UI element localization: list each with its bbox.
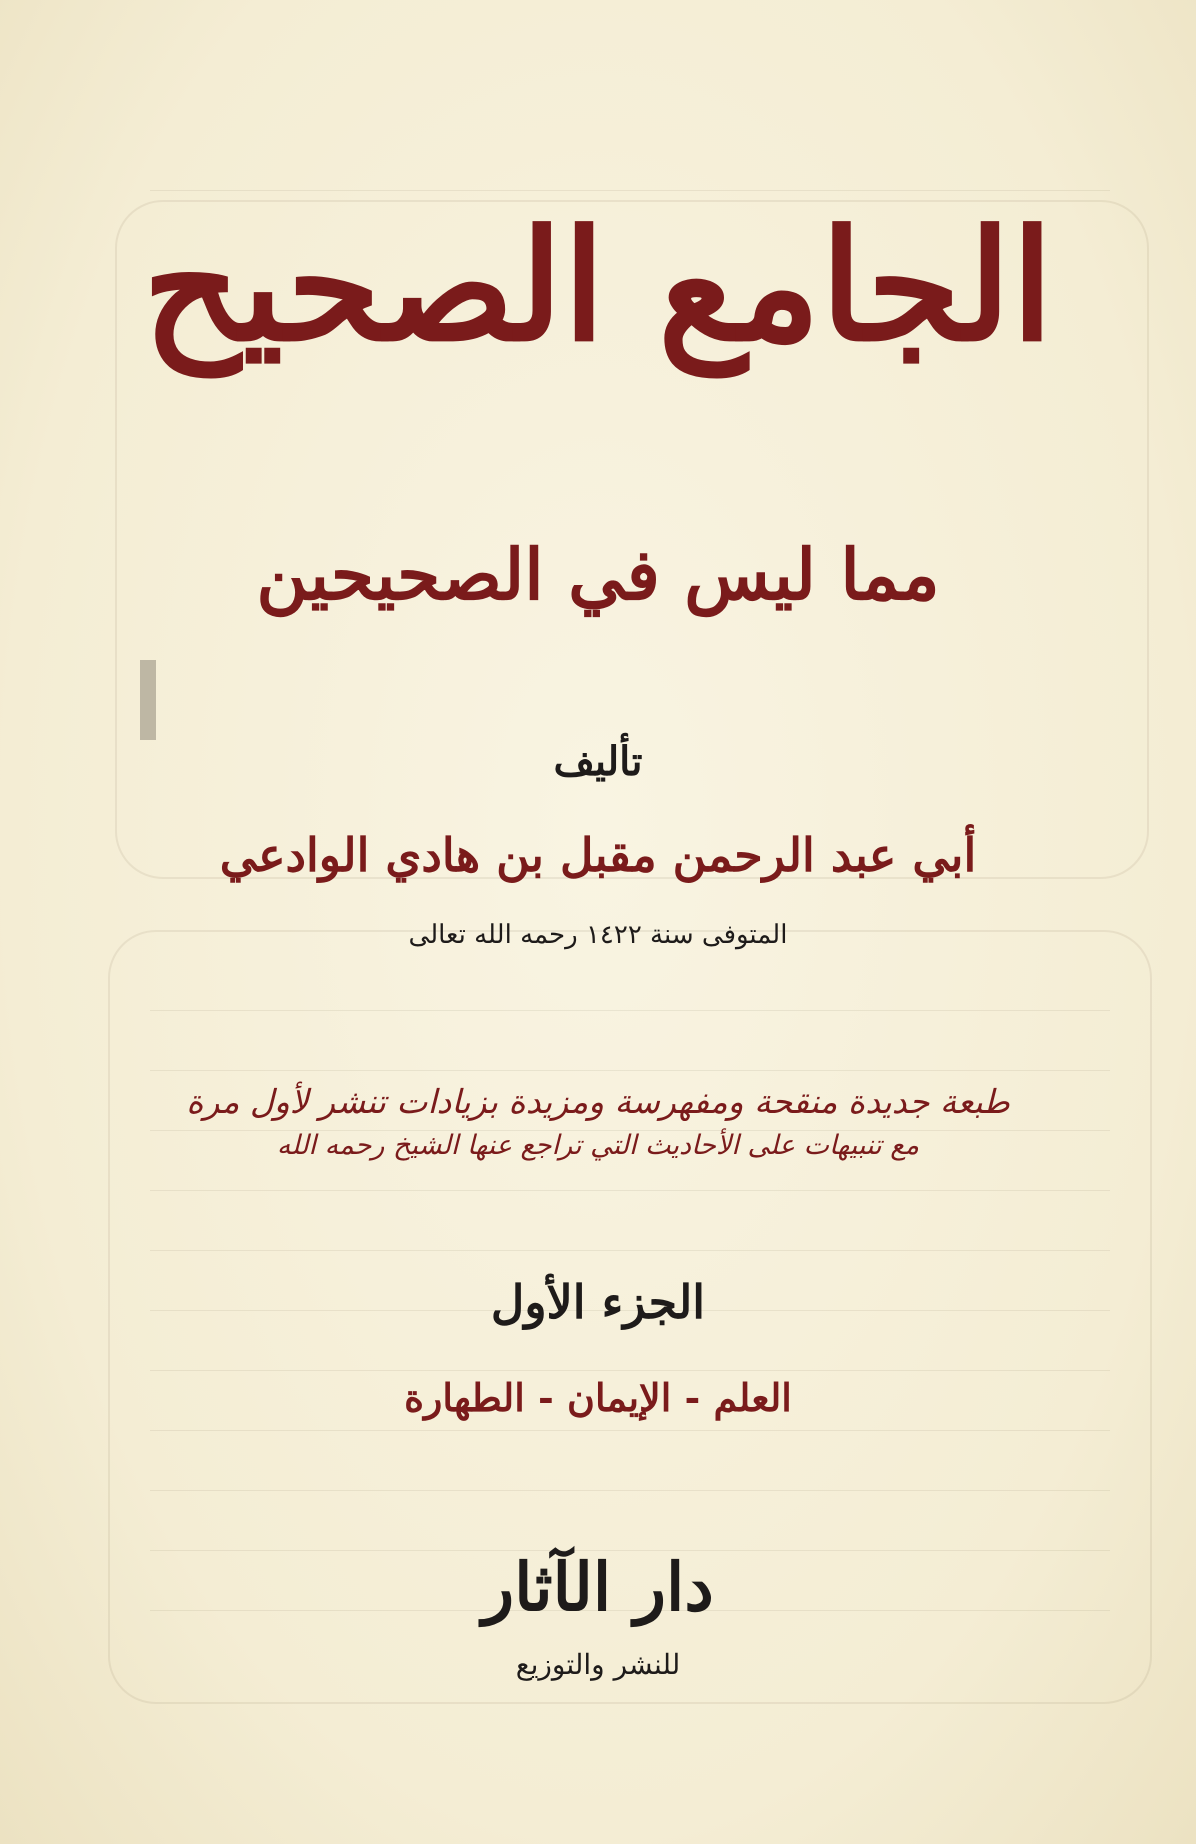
publisher-tagline: للنشر والتوزيع — [515, 1648, 681, 1681]
authored-by-label: تأليف — [553, 738, 643, 785]
volume-topics: العلم - الإيمان - الطهارة — [404, 1375, 792, 1420]
edition-note-line-1: طبعة جديدة منقحة ومفهرسة ومزيدة بزيادات تنشر لأول مرة — [186, 1082, 1010, 1121]
book-title: الجامع الصحيح — [142, 196, 1054, 375]
edition-note-line-2: مع تنبيهات على الأحاديث التي تراجع عنها الشيخ رحمه الله — [276, 1130, 920, 1161]
bleed-through-line — [150, 190, 1110, 191]
publisher-logo-text: دار الآثار — [482, 1548, 714, 1626]
bleed-through-mark — [140, 660, 156, 740]
book-subtitle: مما ليس في الصحيحين — [256, 533, 940, 616]
author-name: أبي عبد الرحمن مقبل بن هادي الوادعي — [219, 828, 977, 882]
bleed-through-line — [150, 1250, 1110, 1251]
bleed-through-line — [150, 1490, 1110, 1491]
bleed-through-line — [150, 1070, 1110, 1071]
bleed-through-line — [150, 1010, 1110, 1011]
author-death-note: المتوفى سنة ١٤٢٢ رحمه الله تعالى — [408, 920, 788, 950]
volume-label: الجزء الأول — [490, 1275, 706, 1329]
bleed-through-line — [150, 1190, 1110, 1191]
bleed-through-line — [150, 1430, 1110, 1431]
bleed-through-line — [150, 1370, 1110, 1371]
